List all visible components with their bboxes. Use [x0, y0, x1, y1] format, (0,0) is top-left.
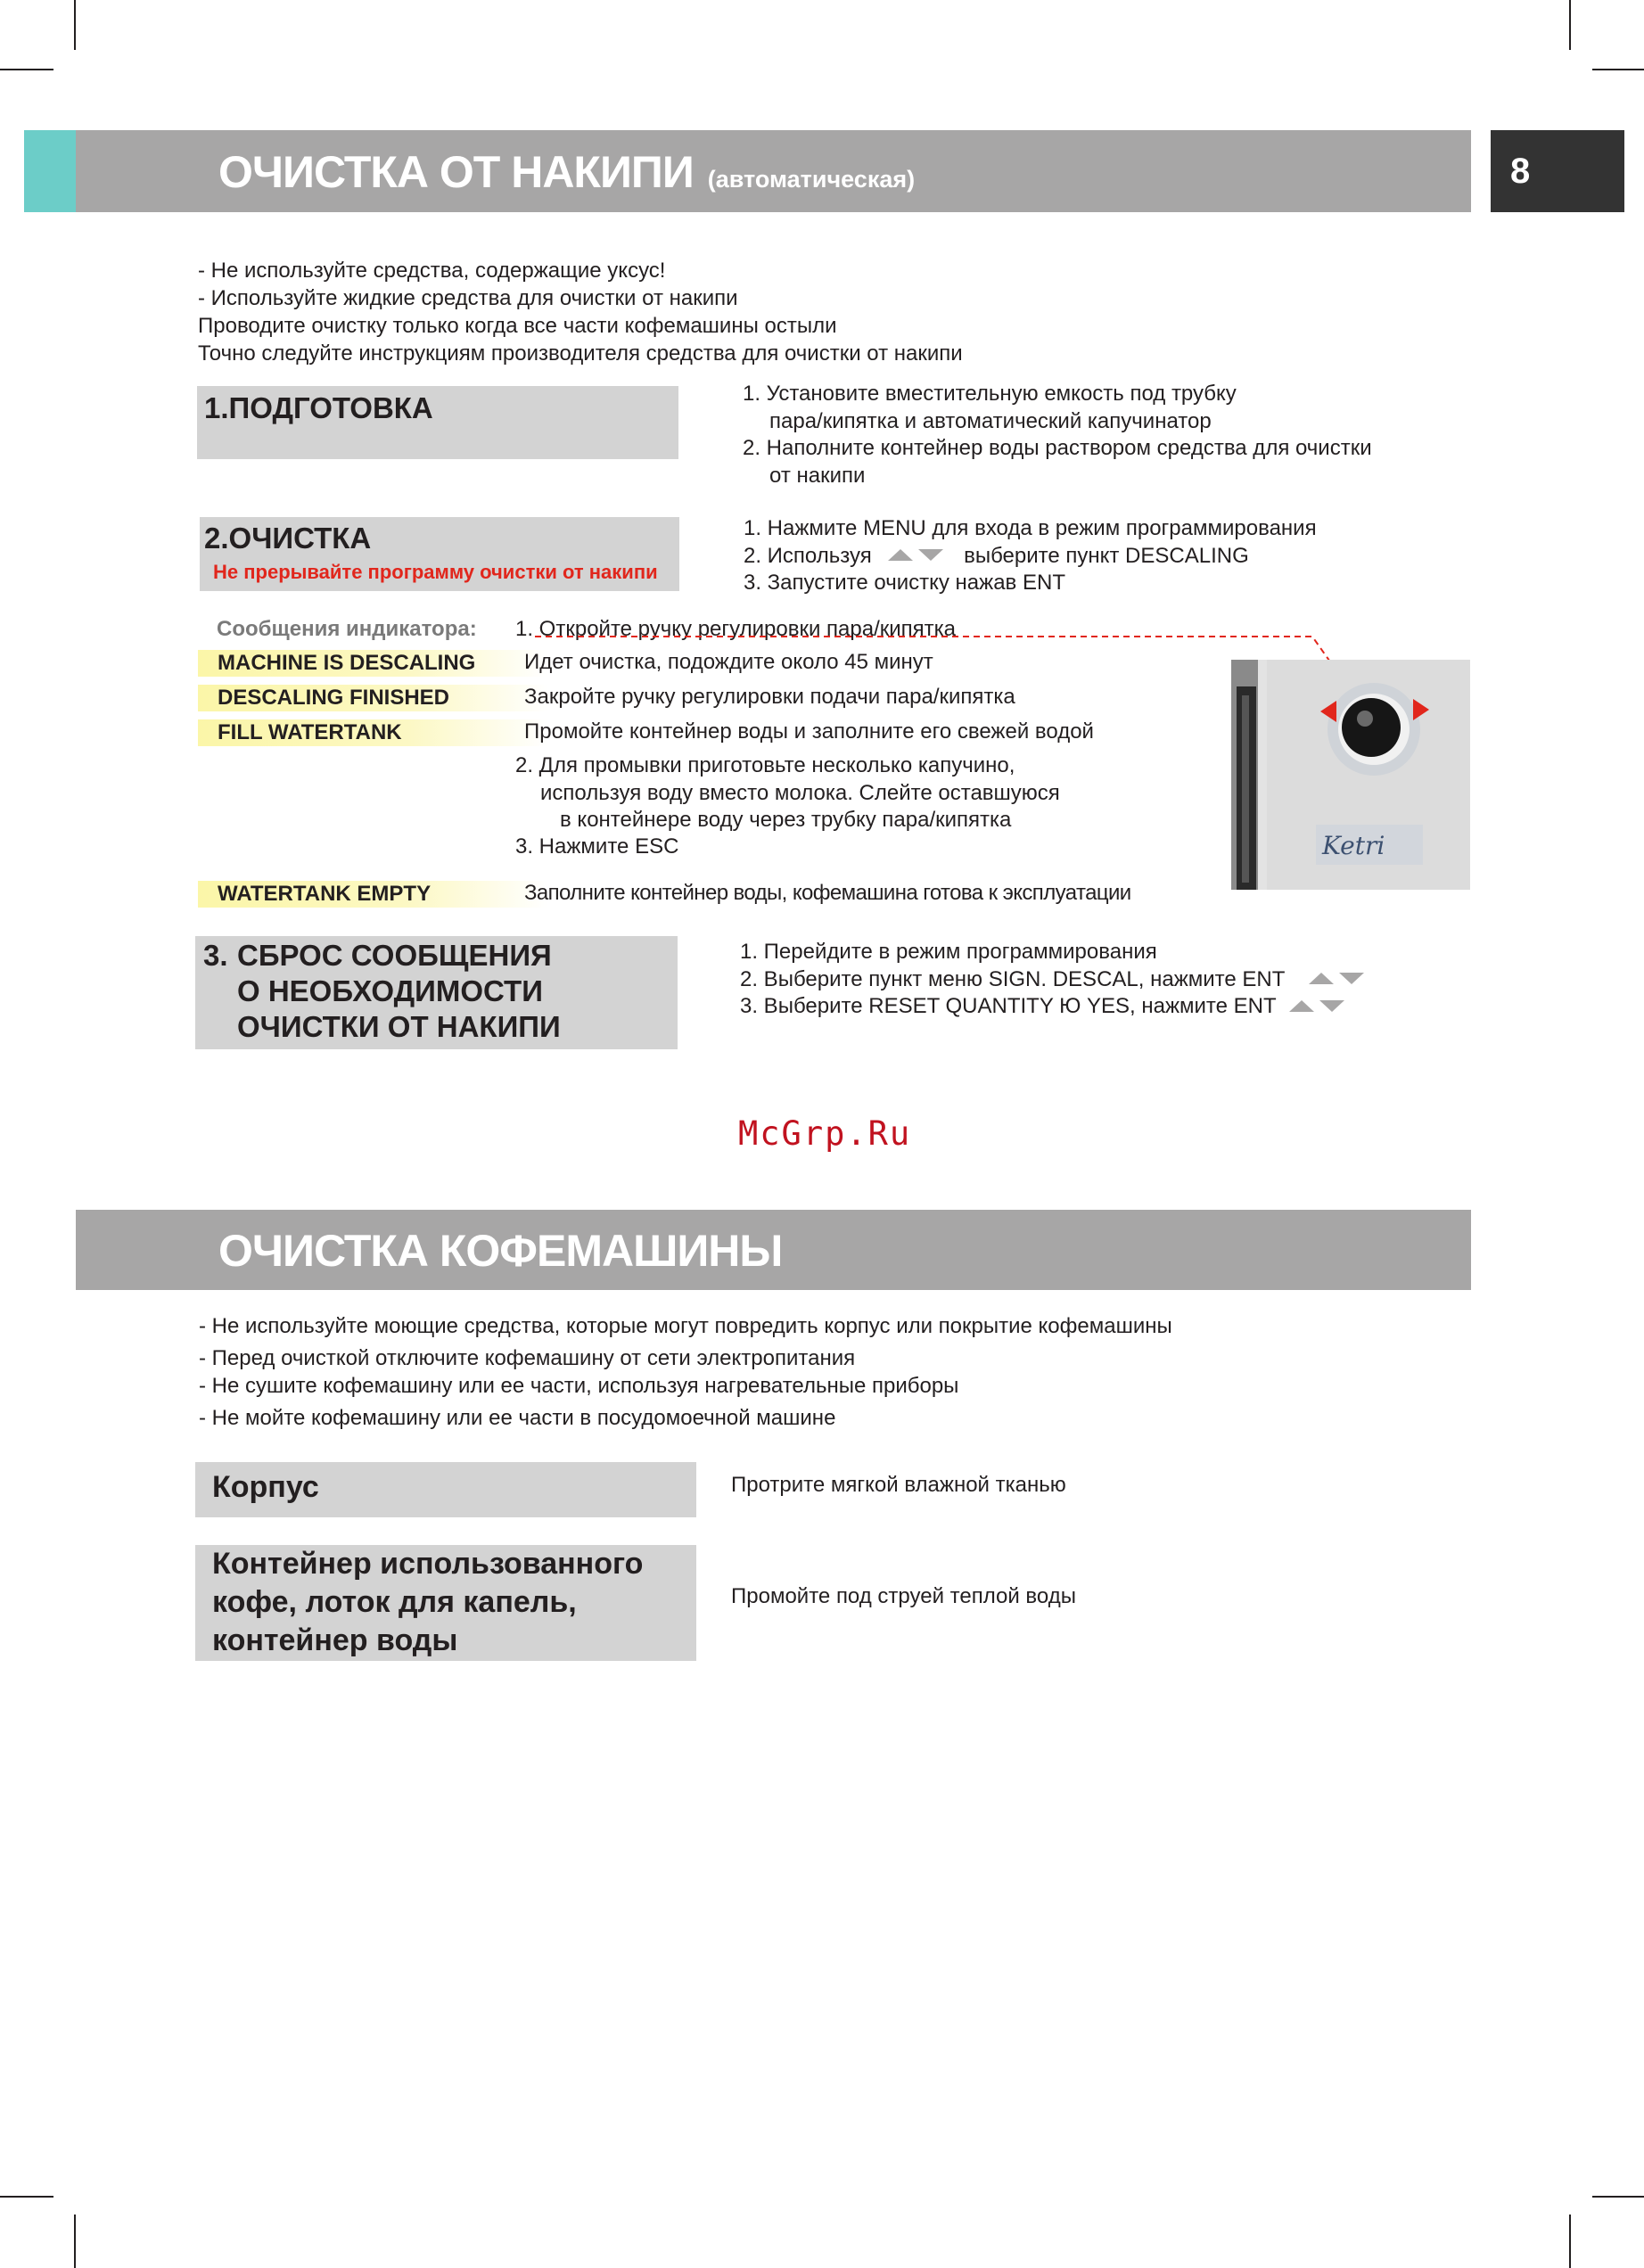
reset-title-line: СБРОС СООБЩЕНИЯ	[237, 939, 552, 972]
photo-logo-text: Ketri	[1322, 831, 1385, 860]
clean-step-2-a: 2. Используя	[744, 543, 872, 568]
indicator-step-3: 3. Нажмите ESC	[515, 834, 679, 859]
cleaning-intro-line: - Не используйте моющие средства, которые могут повредить корпус или покрытие кофемашины	[199, 1314, 1172, 1338]
body-title: Корпус	[212, 1470, 319, 1504]
clean-title	[204, 521, 371, 556]
body-text: Протрите мягкой влажной тканью	[731, 1473, 1066, 1497]
crop-mark	[1592, 69, 1644, 70]
containers-text: Промойте под струей теплой воды	[731, 1584, 1076, 1608]
page-number: 8	[1491, 130, 1624, 212]
reset-step-3-text: 3. Выберите RESET QUANTITY Ю YES, нажмите ENT	[740, 994, 1277, 1019]
cleaning-intro-line: - Не мойте кофемашину или ее части в посудомоечной машине	[199, 1406, 836, 1430]
reset-number: 3.	[203, 939, 228, 972]
prep-title-text: ПОДГОТОВКА	[228, 391, 433, 424]
crop-mark	[1569, 0, 1571, 50]
intro-line: Проводите очистку только когда все части кофемашины остыли	[198, 314, 837, 338]
clean-step-2-b: выберите пункт DESCALING	[964, 543, 1249, 568]
cleaning-title: ОЧИСТКА КОФЕМАШИНЫ	[218, 1226, 783, 1276]
reset-title	[237, 938, 561, 1045]
crop-mark	[1569, 2215, 1571, 2268]
indicator-step-2-line: в контейнере воду через трубку пара/кипятка	[560, 808, 1012, 832]
intro-line: Точно следуйте инструкциям производителя средства для очистки от накипи	[198, 341, 963, 366]
indicator-step-2-line: 2. Для промывки приготовьте несколько капучино,	[515, 753, 1015, 777]
msg-finished-text: Закройте ручку регулировки подачи пара/кипятка	[524, 685, 1015, 709]
header-accent-tab	[24, 130, 76, 212]
descaling-subtitle: (автоматическая)	[707, 166, 916, 193]
indicator-step-2	[515, 752, 1060, 834]
up-down-arrows-icon	[1287, 994, 1350, 1022]
lcd-message-fill: FILL WATERTANK	[198, 719, 547, 746]
reset-step-2	[740, 966, 1369, 994]
watermark: McGrp.Ru	[738, 1114, 912, 1153]
crop-mark	[74, 2215, 76, 2268]
intro-line: - Используйте жидкие средства для очистки от накипи	[198, 286, 738, 310]
crop-mark	[0, 69, 53, 70]
clean-step: 3. Запустите очистку нажав ENT	[744, 571, 1065, 596]
containers-title-line: Контейнер использованного	[212, 1547, 644, 1581]
containers-title-line: кофе, лоток для капель,	[212, 1585, 577, 1619]
clean-steps	[744, 515, 1317, 597]
lcd-message-finished: DESCALING FINISHED	[198, 685, 547, 711]
descaling-title	[218, 146, 915, 198]
cleaning-intro	[199, 1311, 1172, 1434]
prep-title	[204, 390, 433, 426]
descaling-title-main: ОЧИСТКА ОТ НАКИПИ	[218, 147, 694, 197]
intro-line: - Не используйте средства, содержащие уксус!	[198, 259, 666, 283]
prep-step: 1. Установите вместительную емкость под трубку	[743, 382, 1237, 406]
steam-knob-photo	[1231, 660, 1470, 890]
clean-step: 1. Нажмите MENU для входа в режим программирования	[744, 516, 1317, 540]
reset-step: 1. Перейдите в режим программирования	[740, 940, 1157, 964]
crop-mark	[74, 0, 76, 50]
containers-title	[212, 1545, 643, 1660]
clean-step-2	[744, 543, 1317, 571]
crop-mark	[0, 2196, 53, 2198]
clean-title-text: ОЧИСТКА	[228, 522, 372, 555]
reset-steps	[740, 939, 1369, 1021]
up-down-arrows-icon	[886, 543, 949, 571]
prep-number: 1.	[204, 391, 229, 424]
reset-title-line: О НЕОБХОДИМОСТИ	[237, 974, 543, 1007]
prep-steps	[743, 381, 1372, 489]
msg-empty-text: Заполните контейнер воды, кофемашина готова к эксплуатации	[524, 881, 1131, 905]
prep-step: 2. Наполните контейнер воды раствором средства для очистки	[743, 436, 1372, 460]
up-down-arrows-icon	[1307, 966, 1369, 994]
crop-mark	[1592, 2196, 1644, 2198]
clean-number: 2.	[204, 522, 229, 555]
msg-fill-text: Промойте контейнер воды и заполните его свежей водой	[524, 719, 1094, 744]
prep-step: пара/кипятка и автоматический капучинатор	[769, 408, 1212, 433]
indicator-step-2-line: используя воду вместо молока. Слейте оставшуюся	[540, 780, 1060, 805]
indicator-label: Сообщения индикатора:	[217, 617, 477, 641]
reset-title-line: ОЧИСТКИ ОТ НАКИПИ	[237, 1010, 561, 1043]
cleaning-intro-line: - Не сушите кофемашину или ее части, используя нагревательные приборы	[199, 1374, 959, 1398]
indicator-step-1: 1. Откройте ручку регулировки пара/кипятка	[515, 617, 957, 641]
containers-title-line: контейнер воды	[212, 1623, 458, 1657]
reset-step-2-text: 2. Выберите пункт меню SIGN. DESCAL, нажмите ENT	[740, 966, 1285, 991]
cleaning-intro-line: - Перед очисткой отключите кофемашину от сети электропитания	[199, 1346, 856, 1370]
lcd-message-empty: WATERTANK EMPTY	[198, 881, 547, 908]
descaling-intro	[198, 257, 963, 367]
clean-warning: Не прерывайте программу очистки от накипи	[213, 561, 658, 583]
msg-descaling-text: Идет очистка, подождите около 45 минут	[524, 650, 933, 674]
reset-step-3	[740, 993, 1369, 1021]
prep-step: от накипи	[769, 463, 866, 488]
lcd-message-descaling: MACHINE IS DESCALING	[198, 650, 547, 677]
